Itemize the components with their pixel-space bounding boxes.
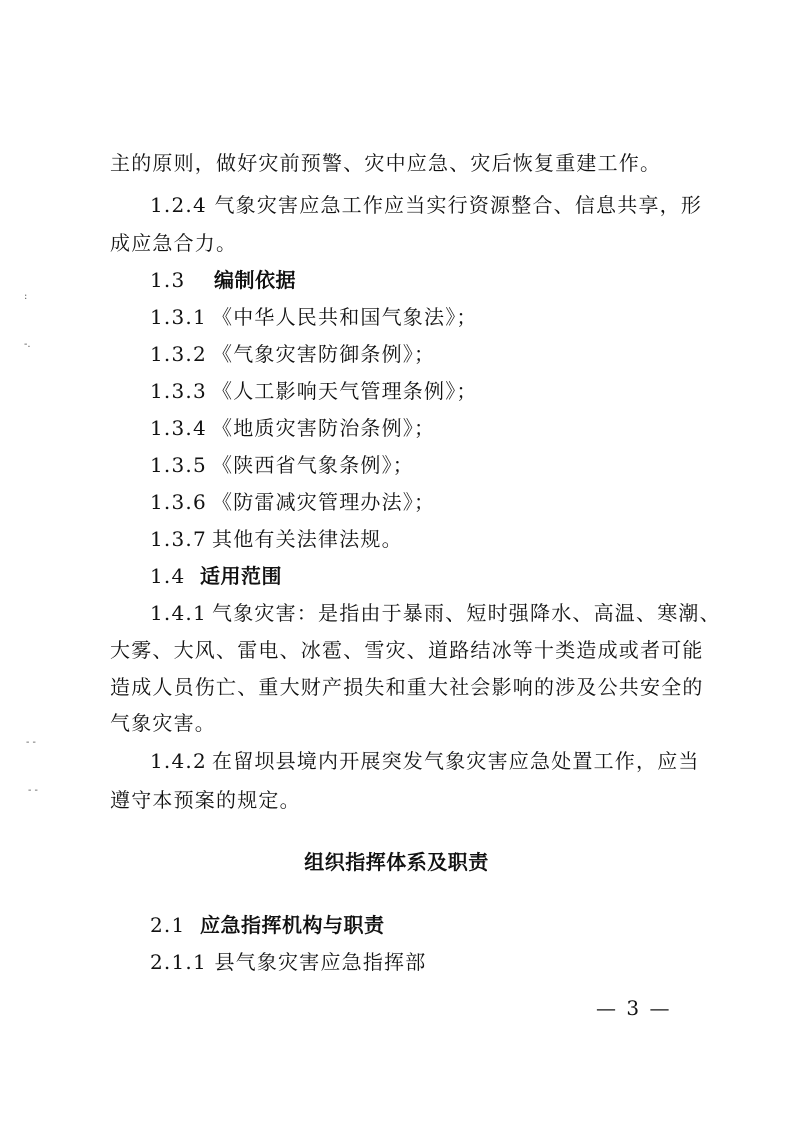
margin-mark: -.	[24, 339, 31, 350]
list-item	[150, 490, 435, 514]
paragraph-line: 成应急合力。	[110, 231, 238, 255]
item-number: 1.3.3	[150, 379, 207, 403]
list-item	[150, 416, 435, 440]
item-number: 1.4.2	[150, 749, 207, 773]
item-text: 气象灾害：是指由于暴雨、短时强降水、高温、寒潮、	[212, 601, 721, 625]
item-number: 1.3.7	[150, 527, 207, 551]
item-text: 《中华人民共和国气象法》；	[212, 305, 478, 329]
item-text: 《地质灾害防治条例》；	[212, 416, 436, 440]
section-number: 2.1	[150, 913, 186, 937]
item-number: 1.3.2	[150, 342, 207, 366]
item-text: 《陕西省气象条例》；	[212, 453, 414, 477]
chapter-heading: 组织指挥体系及职责	[304, 850, 489, 874]
page-number: — 3 —	[596, 996, 672, 1020]
item-text: 《人工影响天气管理条例》；	[212, 379, 478, 403]
item-number: 1.3.1	[150, 305, 207, 329]
paragraph-line: 1.2.4 气象灾害应急工作应当实行资源整合、信息共享，形	[150, 193, 703, 217]
section-title: 应急指挥机构与职责	[200, 913, 385, 937]
paragraph-line: 主的原则，做好灾前预警、灾中应急、灾后恢复重建工作。	[110, 151, 662, 175]
section-title: 编制依据	[214, 268, 296, 292]
item-number: 1.3.6	[150, 490, 207, 514]
section-heading-1-4	[150, 564, 282, 588]
margin-mark: - -	[26, 737, 36, 748]
paragraph-line: 气象灾害。	[110, 711, 216, 735]
section-number: 2.1.1	[150, 950, 207, 974]
section-heading-2-1	[150, 913, 385, 937]
paragraph-line	[150, 749, 700, 773]
section-title: 县气象灾害应急指挥部	[214, 950, 427, 974]
item-text: 《气象灾害防御条例》；	[212, 342, 436, 366]
item-text: 在留坝县境内开展突发气象灾害应急处置工作，应当	[212, 749, 700, 773]
list-item	[150, 379, 478, 403]
list-item	[150, 527, 403, 551]
paragraph-line: 大雾、大风、雷电、冰雹、雪灾、道路结冰等十类造成或者可能	[110, 638, 704, 662]
item-text: 其他有关法律法规。	[212, 527, 403, 551]
item-number: 1.3.5	[150, 453, 207, 477]
margin-mark: :	[24, 291, 28, 302]
section-title: 适用范围	[200, 564, 282, 588]
section-number: 1.3	[150, 268, 186, 292]
section-heading-2-1-1	[150, 950, 426, 974]
item-number: 1.4.1	[150, 601, 207, 625]
paragraph-line: 遵守本预案的规定。	[110, 788, 301, 812]
item-text: 《防雷减灾管理办法》；	[212, 490, 436, 514]
paragraph-line: 造成人员伤亡、重大财产损失和重大社会影响的涉及公共安全的	[110, 675, 704, 699]
list-item	[150, 342, 435, 366]
margin-mark: - -	[28, 785, 38, 796]
list-item	[150, 453, 414, 477]
section-number: 1.4	[150, 564, 186, 588]
list-item	[150, 305, 478, 329]
item-number: 1.3.4	[150, 416, 207, 440]
paragraph-line	[150, 601, 721, 625]
section-heading-1-3	[150, 268, 296, 292]
